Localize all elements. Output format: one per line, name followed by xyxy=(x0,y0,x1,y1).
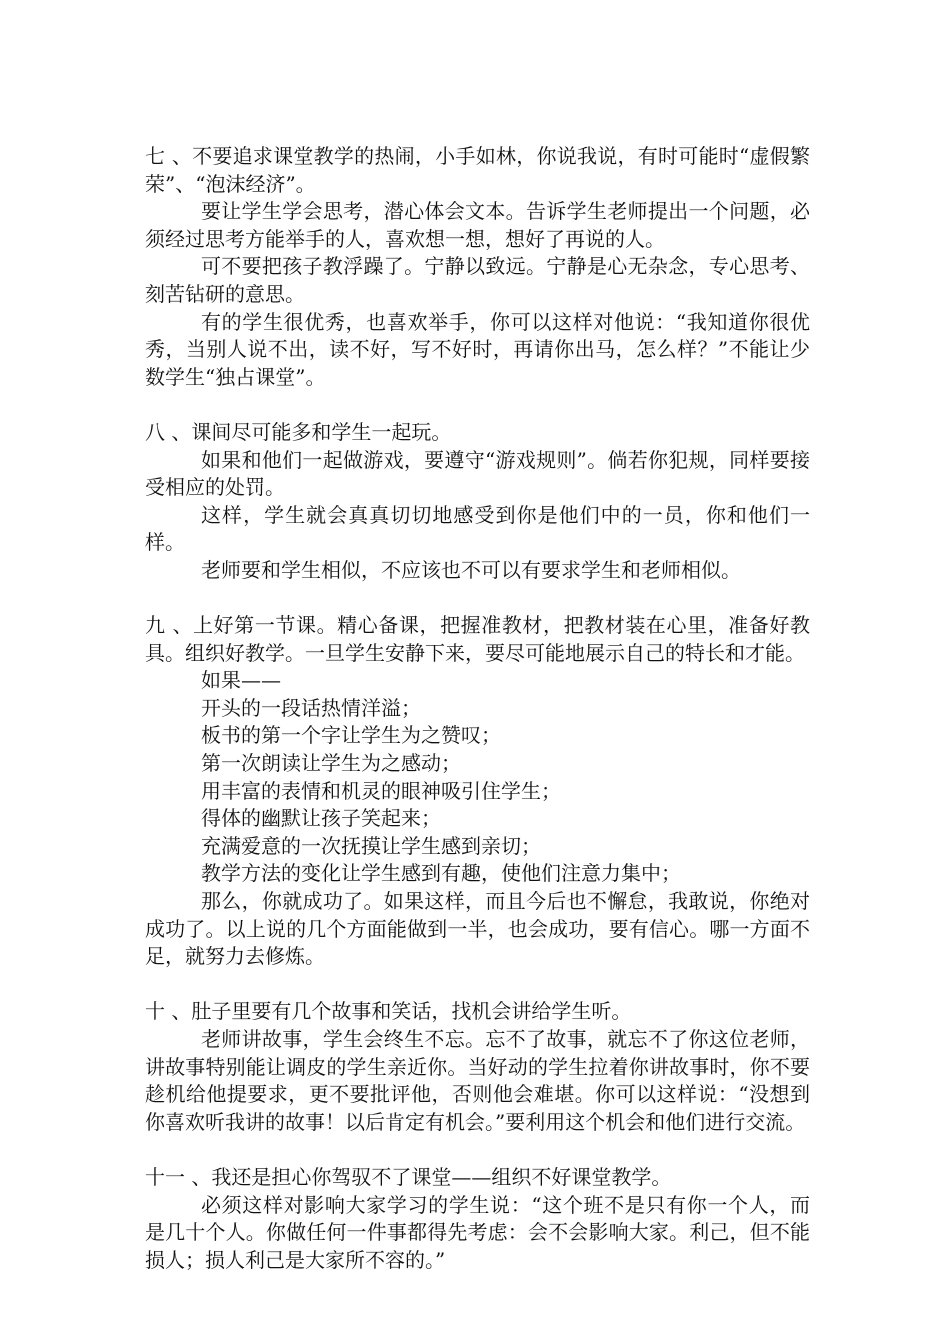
section-heading: 九 、上好第一节课。精心备课，把握准教材，把教材装在心里，准备好教具。组织好教学。一旦学生安静下来，要尽可能地展示自己的特长和才能。 xyxy=(145,613,810,665)
paragraph: 这样，学生就会真真切切地感受到你是他们中的一员，你和他们一样。 xyxy=(145,502,810,555)
section-nine xyxy=(145,612,810,971)
paragraph: 老师要和学生相似，不应该也不可以有要求学生和老师相似。 xyxy=(201,557,741,582)
list-line: 如果—— xyxy=(201,668,281,693)
paragraph: 要让学生学会思考，潜心体会文本。告诉学生老师提出一个问题，必须经过思考方能举手的人，喜欢想一想，想好了再说的人。 xyxy=(145,199,810,251)
section-ten xyxy=(145,998,810,1136)
list-line: 第一次朗读让学生为之感动； xyxy=(201,751,461,776)
section-heading: 十 、肚子里要有几个故事和笑话，找机会讲给学生听。 xyxy=(145,999,632,1024)
section-eight xyxy=(145,419,810,585)
list-line: 开头的一段话热情洋溢； xyxy=(201,695,421,720)
list-line: 板书的第一个字让学生为之赞叹； xyxy=(201,723,501,748)
paragraph: 老师讲故事，学生会终生不忘。忘不了故事，就忘不了你这位老师，讲故事特别能让调皮的学生亲近你。当好动的学生拉着你讲故事时，你不要趁机给他提要求，更不要批评他，否则他会难堪。你可以这样说：“没想到你喜欢听我讲的故事！以后肯定有机会。”要利用这个机会和他们进行交流。 xyxy=(145,1027,810,1134)
list-line: 教学方法的变化让学生感到有趣，使他们注意力集中； xyxy=(201,861,681,886)
section-eleven xyxy=(145,1164,810,1274)
section-heading: 八 、课间尽可能多和学生一起玩。 xyxy=(145,419,452,444)
list-line: 用丰富的表情和机灵的眼神吸引住学生； xyxy=(201,778,561,803)
paragraph: 如果和他们一起做游戏，要遵守“游戏规则”。倘若你犯规，同样要接受相应的处罚。 xyxy=(145,447,810,500)
list-line: 得体的幽默让孩子笑起来； xyxy=(201,806,441,831)
document-page xyxy=(145,143,810,1274)
section-seven xyxy=(145,143,810,391)
section-heading: 七 、不要追求课堂教学的热闹，小手如林，你说我说，有时可能时“虚假繁荣”、“泡沫经济”。 xyxy=(145,144,810,196)
section-heading: 十一 、我还是担心你驾驭不了课堂——组织不好课堂教学。 xyxy=(145,1164,672,1189)
paragraph: 有的学生很优秀，也喜欢举手，你可以这样对他说：“我知道你很优秀，当别人说不出，读不好，写不好时，再请你出马，怎么样？”不能让少数学生“独占课堂”。 xyxy=(145,309,810,389)
paragraph: 可不要把孩子教浮躁了。宁静以致远。宁静是心无杂念，专心思考、刻苦钻研的意思。 xyxy=(145,254,810,306)
paragraph: 那么，你就成功了。如果这样，而且今后也不懈怠，我敢说，你绝对成功了。以上说的几个方面能做到一半，也会成功，要有信心。哪一方面不足，就努力去修炼。 xyxy=(145,889,810,969)
paragraph: 必须这样对影响大家学习的学生说：“这个班不是只有你一个人，而是几十个人。你做任何一件事都得先考虑：会不会影响大家。利己，但不能损人；损人利己是大家所不容的。” xyxy=(145,1192,810,1272)
list-line: 充满爱意的一次抚摸让学生感到亲切； xyxy=(201,833,541,858)
